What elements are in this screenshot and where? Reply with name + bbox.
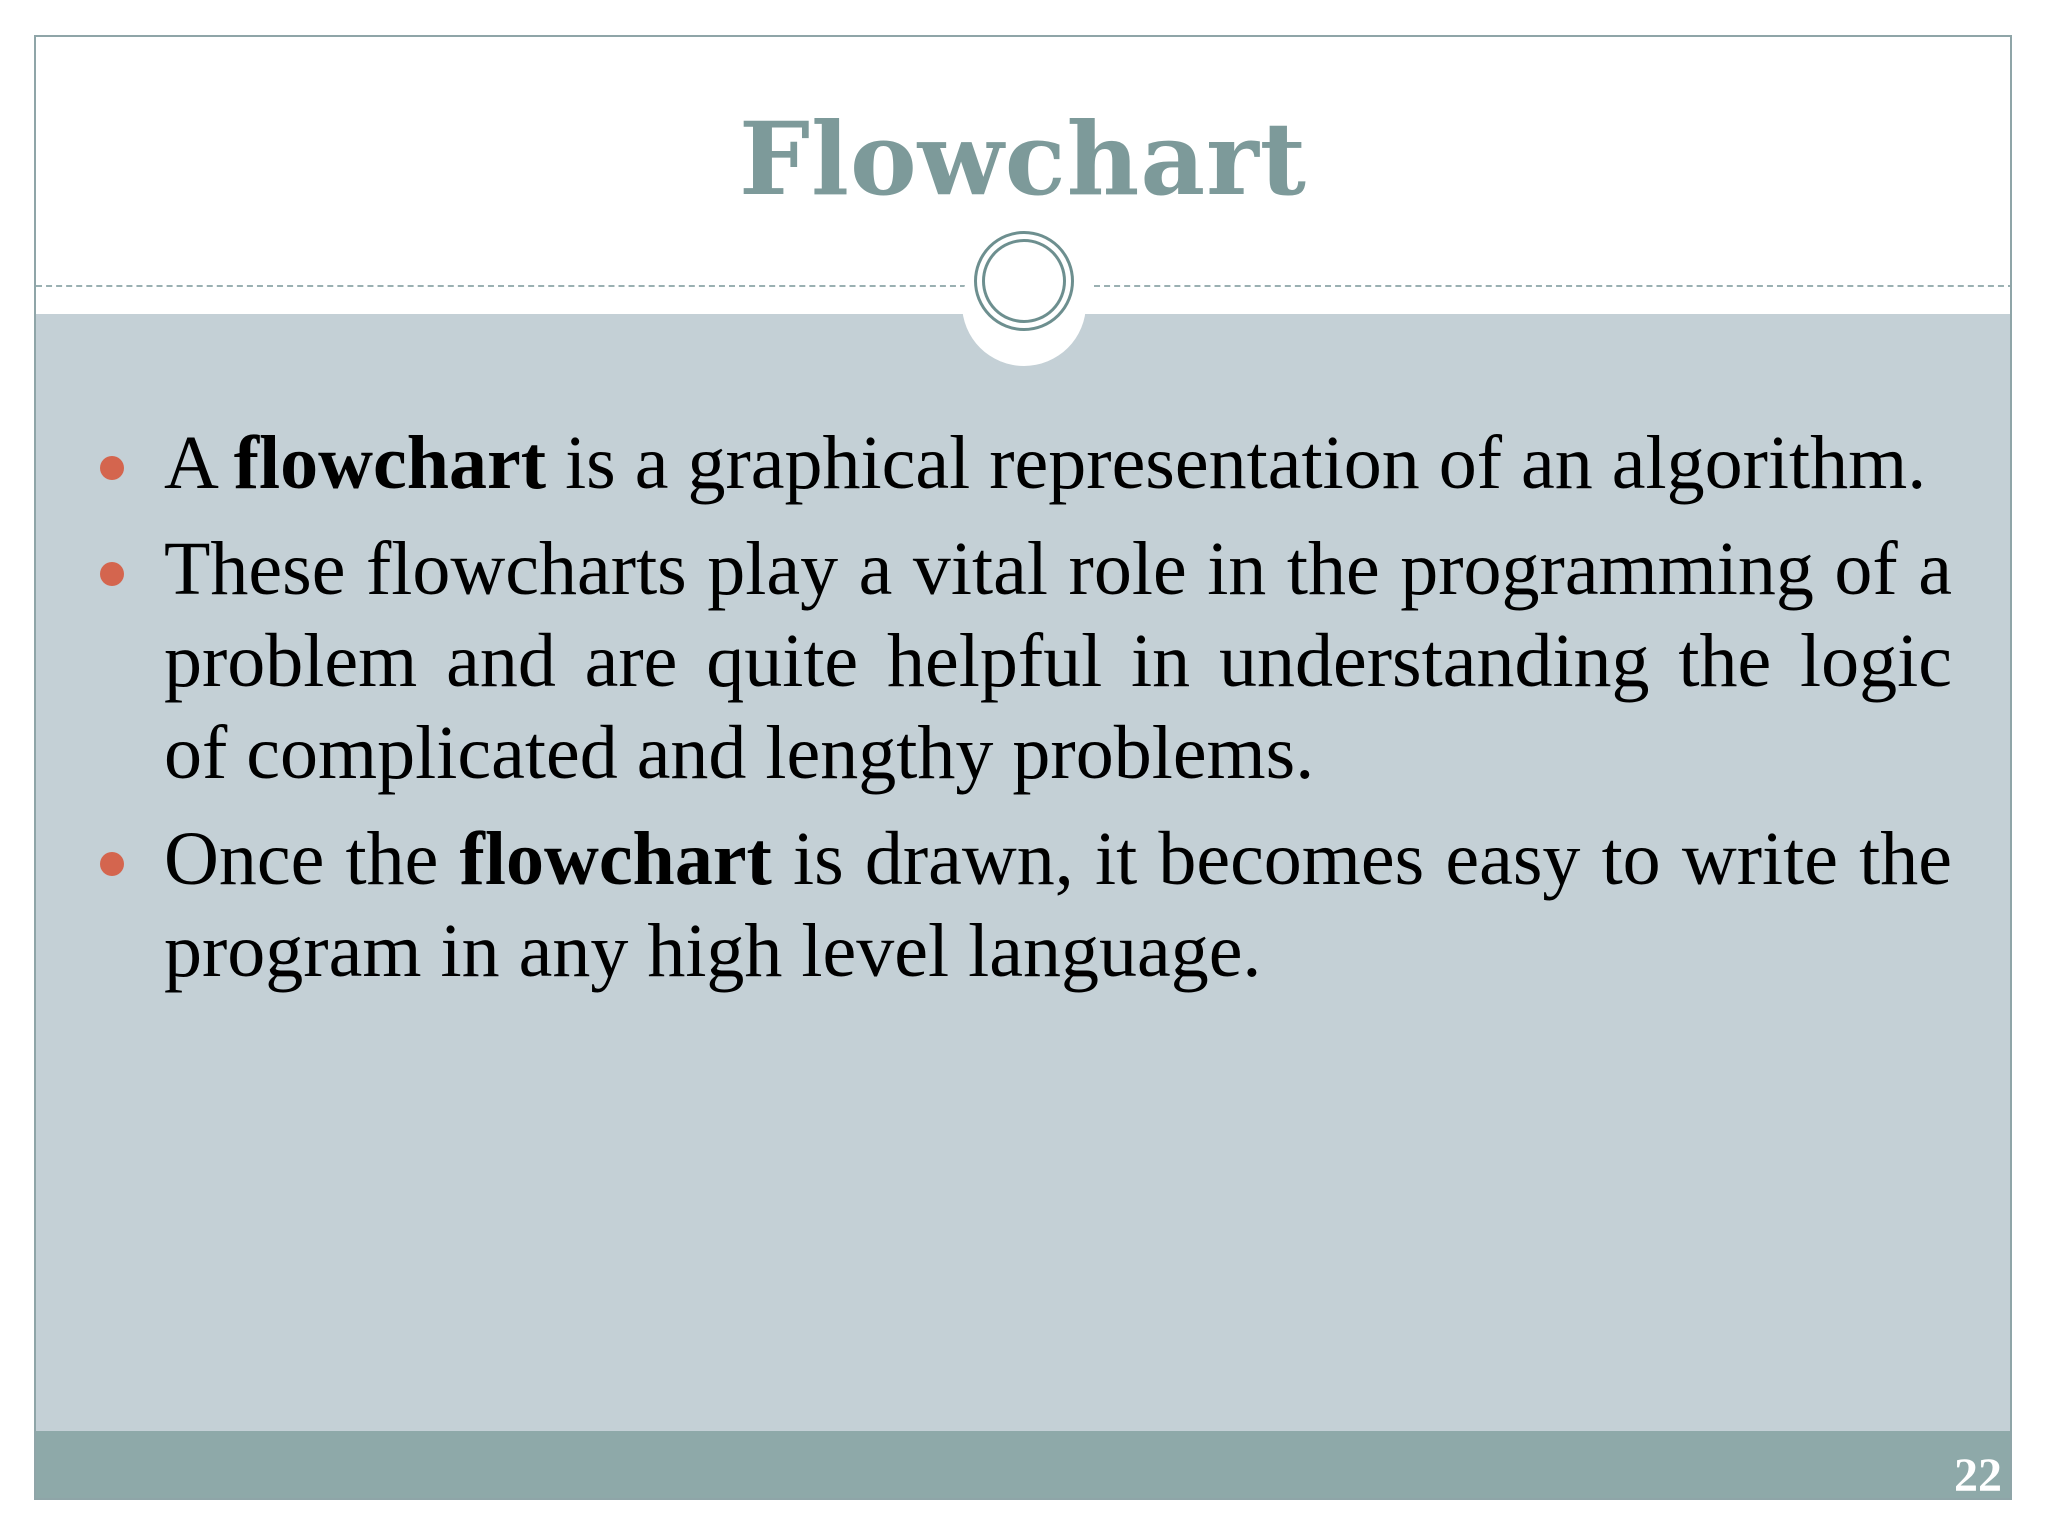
- bullet-text-bold: flowchart: [459, 817, 772, 901]
- double-ring-circle-icon: [974, 231, 1074, 331]
- footer-bar: [36, 1431, 2010, 1500]
- page-number: 22: [1954, 1449, 2002, 1500]
- bullet-text-before: Once the: [164, 817, 460, 901]
- round-bullet-icon: [100, 456, 124, 480]
- slide: [34, 35, 2012, 1500]
- bullet-text-before: A: [164, 421, 234, 505]
- bullet-text-after: is drawn, it becomes easy to write the program in any high level language.: [164, 817, 1952, 993]
- bullet-item-programming: [164, 813, 1952, 997]
- bullet-item-role: [164, 523, 1952, 799]
- bullet-text-bold: flowchart: [233, 421, 547, 505]
- bullet-text: These flowcharts play a vital role in the programming of a problem and are quite helpful in understanding the logic of complicated and lengthy problems.: [164, 527, 1952, 795]
- slide-title: Flowchart: [738, 100, 1308, 218]
- bullet-text-after: is a graphical representation of an algorithm.: [546, 421, 1927, 505]
- title-divider-left: [36, 285, 966, 287]
- bullet-item-definition: [164, 417, 1952, 509]
- round-bullet-icon: [100, 562, 124, 586]
- round-bullet-icon: [100, 852, 124, 876]
- inner-ring-icon: [982, 239, 1066, 323]
- title-divider-right: [1094, 285, 2012, 287]
- bullet-list: [36, 417, 2010, 1011]
